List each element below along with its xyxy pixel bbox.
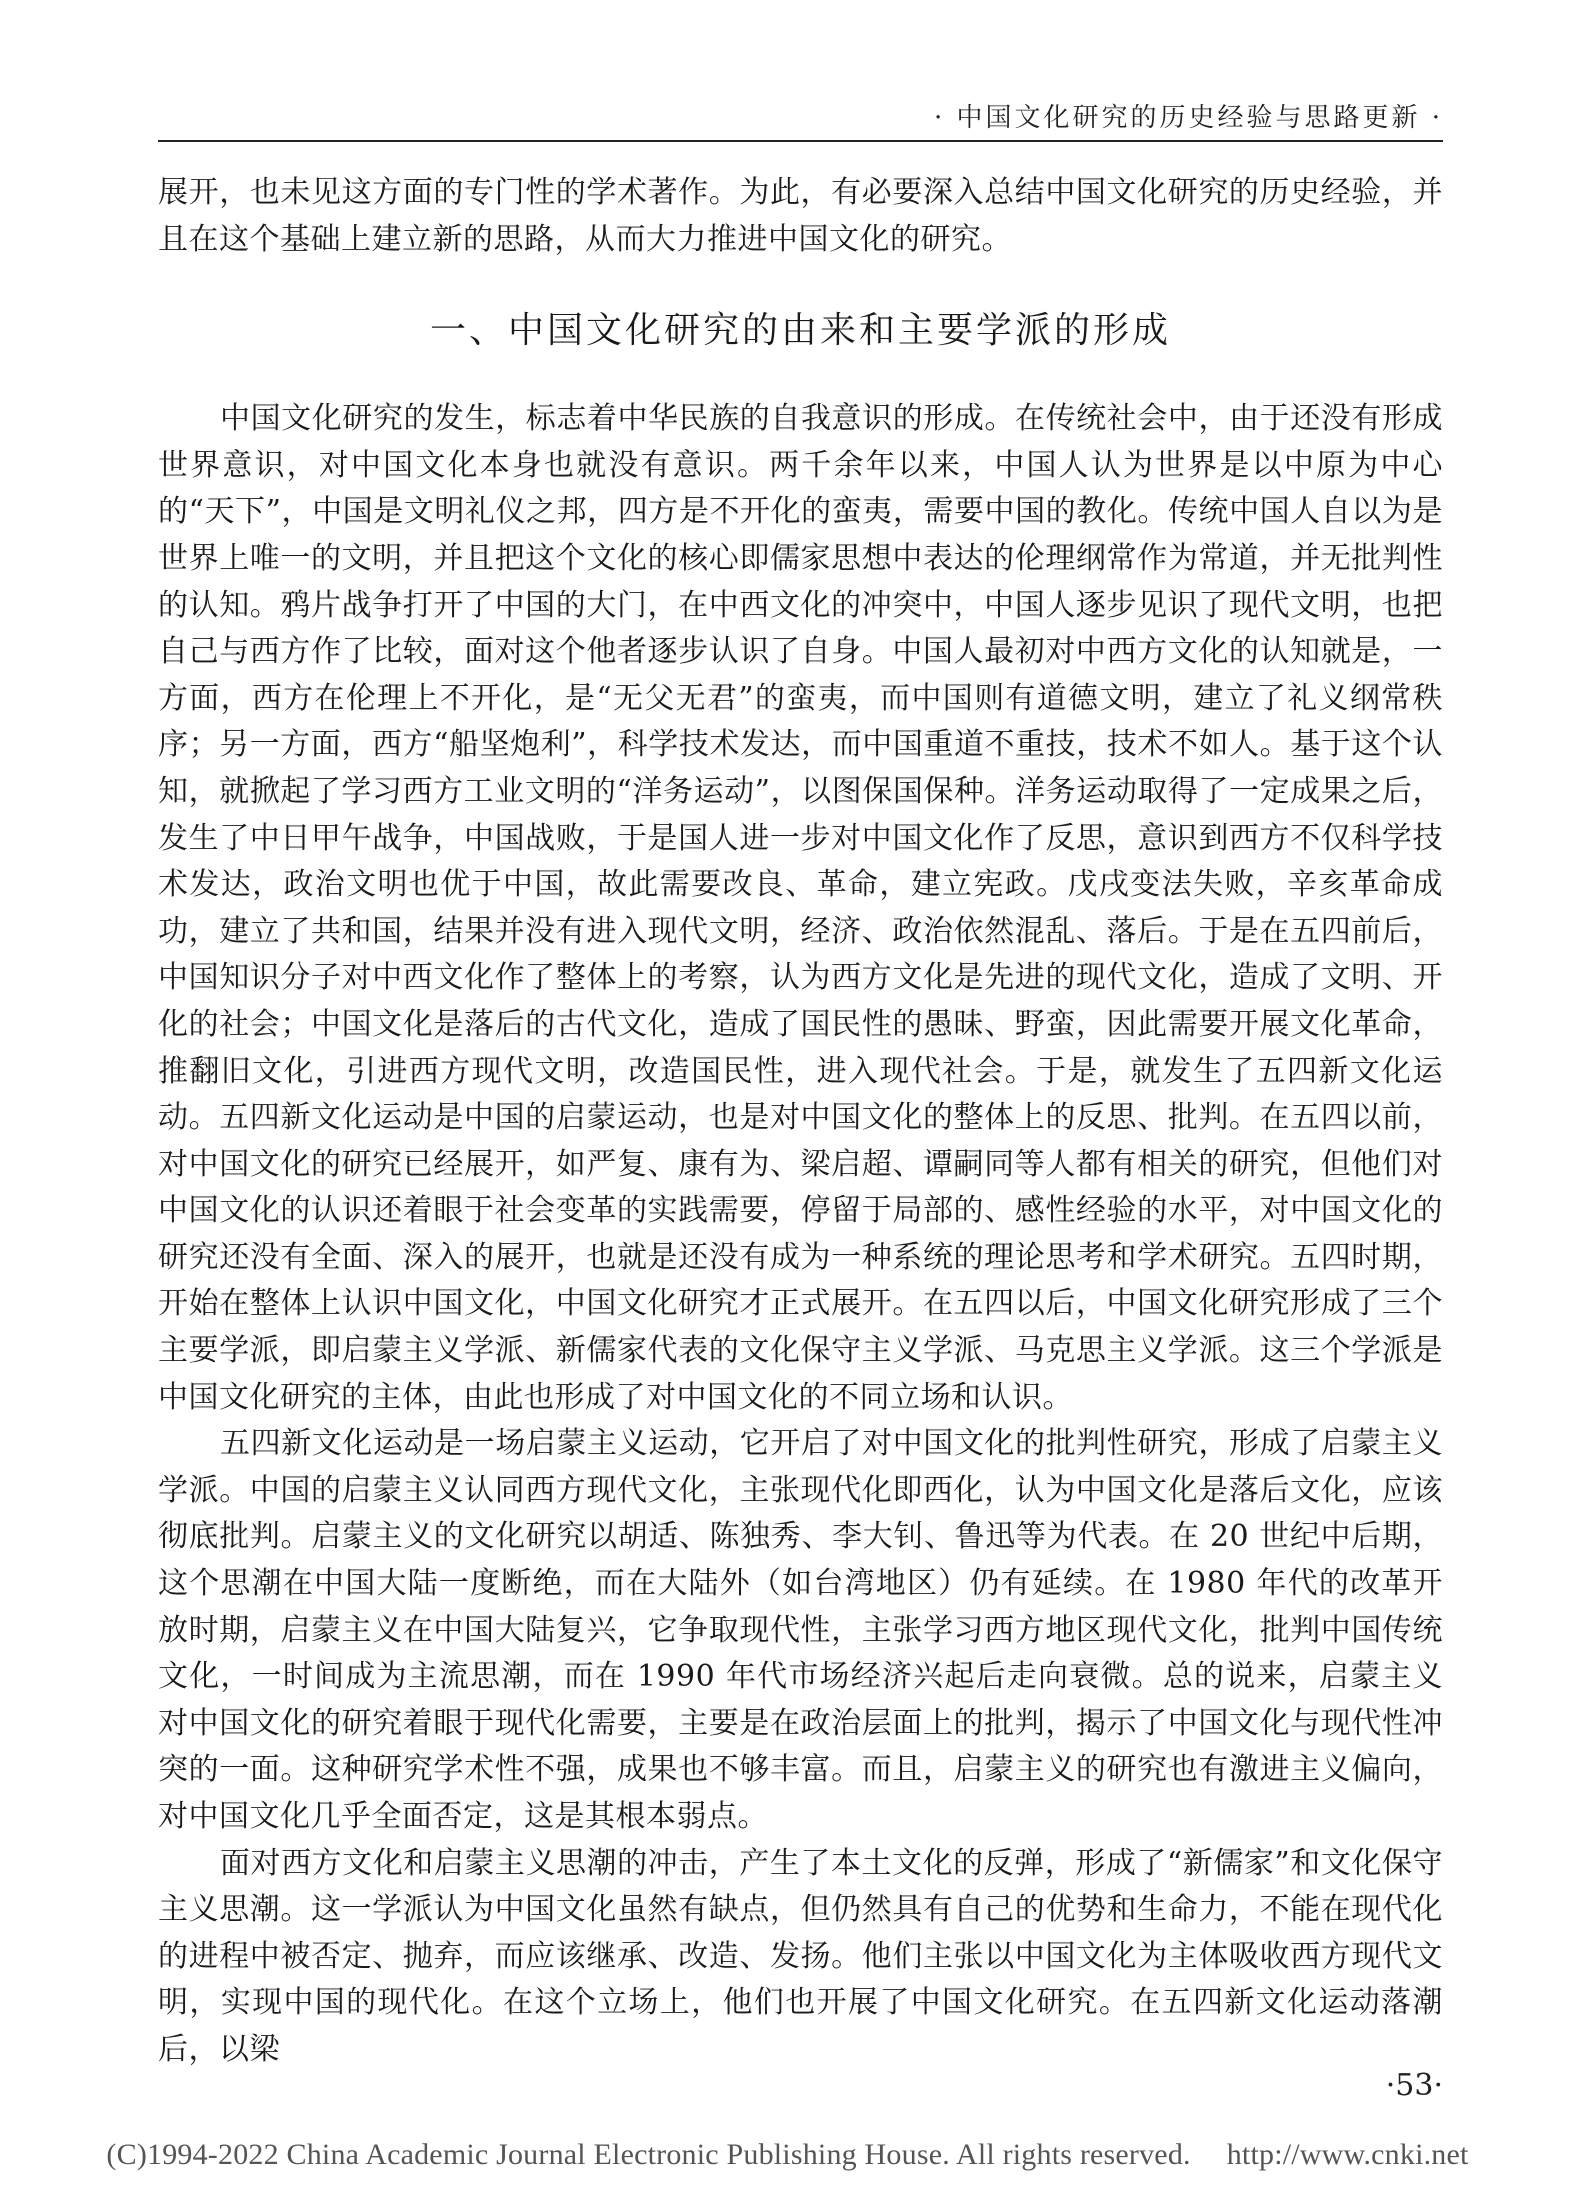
header-rule [158, 140, 1443, 142]
running-header: · 中国文化研究的历史经验与思路更新 · [933, 103, 1443, 133]
page-number: ·53· [1385, 2068, 1443, 2103]
paragraph-origin: 中国文化研究的发生，标志着中华民族的自我意识的形成。在传统社会中，由于还没有形成世界意识，对中国文化本身也就没有意识。两千余年以来，中国人认为世界是以中原为中心的“天下”，中国是文明礼仪之邦，四方是不开化的蛮夷，需要中国的教化。传统中国人自以为是世界上唯一的文明，并且把这个文化的核心即儒家思想中表达的伦理纲常作为常道，并无批判性的认知。鸦片战争打开了中国的大门，在中西文化的冲突中，中国人逐步见识了现代文明，也把自己与西方作了比较，面对这个他者逐步认识了自身。中国人最初对中西方文化的认知就是，一方面，西方在伦理上不开化，是“无父无君”的蛮夷，而中国则有道德文明，建立了礼义纲常秩序；另一方面，西方“船坚炮利”，科学技术发达，而中国重道不重技，技术不如人。基于这个认知，就掀起了学习西方工业文明的“洋务运动”，以图保国保种。洋务运动取得了一定成果之后，发生了中日甲午战争，中国战败，于是国人进一步对中国文化作了反思，意识到西方不仅科学技术发达，政治文明也优于中国，故此需要改良、革命，建立宪政。戊戌变法失败，辛亥革命成功，建立了共和国，结果并没有进入现代文明，经济、政治依然混乱、落后。于是在五四前后，中国知识分子对中西文化作了整体上的考察，认为西方文化是先进的现代文化，造成了文明、开化的社会；中国文化是落后的古代文化，造成了国民性的愚昧、野蛮，因此需要开展文化革命，推翻旧文化，引进西方现代文明，改造国民性，进入现代社会。于是，就发生了五四新文化运动。五四新文化运动是中国的启蒙运动，也是对中国文化的整体上的反思、批判。在五四以前，对中国文化的研究已经展开，如严复、康有为、梁启超、谭嗣同等人都有相关的研究，但他们对中国文化的认识还着眼于社会变革的实践需要，停留于局部的、感性经验的水平，对中国文化的研究还没有全面、深入的展开，也就是还没有成为一种系统的理论思考和学术研究。五四时期，开始在整体上认识中国文化，中国文化研究才正式展开。在五四以后，中国文化研究形成了三个主要学派，即启蒙主义学派、新儒家代表的文化保守主义学派、马克思主义学派。这三个学派是中国文化研究的主体，由此也形成了对中国文化的不同立场和认识。 [158, 401, 1443, 1415]
paragraph-enlightenment-school: 五四新文化运动是一场启蒙主义运动，它开启了对中国文化的批判性研究，形成了启蒙主义学派。中国的启蒙主义认同西方现代文化，主张现代化即西化，认为中国文化是落后文化，应该彻底批判。启蒙主义的文化研究以胡适、陈独秀、李大钊、鲁迅等为代表。在 20 世纪中后期，这个思潮在中国大陆一度断绝，而在大陆外（如台湾地区）仍有延续。在 1980 年代的改革开放时期，启蒙主义在中国大陆复兴，它争取现代性，主张学习西方地区现代文化，批判中国传统文化，一时间成为主流思潮，而在 1990 年代市场经济兴起后走向衰微。总的说来，启蒙主义对中国文化的研究着眼于现代化需要，主要是在政治层面上的批判，揭示了中国文化与现代性冲突的一面。这种研究学术性不强，成果也不够丰富。而且，启蒙主义的研究也有激进主义偏向，对中国文化几乎全面否定，这是其根本弱点。 [158, 1426, 1443, 1834]
footer-url[interactable]: http://www.cnki.net [1226, 2138, 1469, 2171]
article-body [158, 170, 1443, 2074]
section-heading: 一、中国文化研究的由来和主要学派的形成 [429, 310, 1171, 352]
paragraph-new-confucianism: 面对西方文化和启蒙主义思潮的冲击，产生了本土文化的反弹，形成了“新儒家”和文化保守主义思潮。这一学派认为中国文化虽然有缺点，但仍然具有自己的优势和生命力，不能在现代化的进程中被否定、抛弃，而应该继承、改造、发扬。他们主张以中国文化为主体吸收西方现代文明，实现中国的现代化。在这个立场上，他们也开展了中国文化研究。在五四新文化运动落潮后，以梁 [158, 1845, 1443, 2067]
copyright-text: (C)1994-2022 China Academic Journal Electronic Publishing House. All rights reserved. [106, 2138, 1191, 2171]
copyright-footer [0, 2138, 1575, 2172]
intro-paragraph: 展开，也未见这方面的专门性的学术著作。为此，有必要深入总结中国文化研究的历史经验，并且在这个基础上建立新的思路，从而大力推进中国文化的研究。 [158, 175, 1443, 257]
